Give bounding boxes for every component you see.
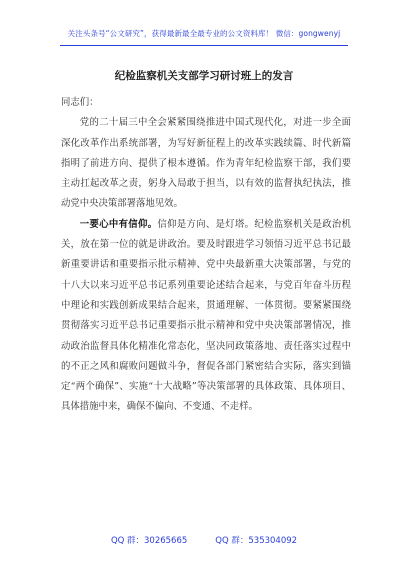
header-banner: 关注头条号“公文研究”，获得最新最全最专业的公文资料库！ 微信：gongwenyj bbox=[67, 29, 341, 38]
greeting: 同志们： bbox=[61, 97, 99, 108]
footer-qq-group-2: QQ 群：535304092 bbox=[215, 536, 298, 546]
paragraph-intro: 党的二十届三中全会紧紧围绕推进中国式现代化，对进一步全面深化改革作出系统部署，为写好新征程上的改革实践续篇、时代新篇指明了前进方向、提供了根本遵循。作为青年纪检监察干部，我们要主动扛起改革之责，躬身入局敢于担当，以有效的监督执纪执法，推动党中央决策部署落地见效。 bbox=[61, 117, 351, 210]
document-title: 纪检监察机关支部学习研讨班上的发言 bbox=[114, 70, 294, 82]
section-heading: 一要心中有信仰。 bbox=[79, 218, 158, 230]
section-body: 信仰是方向、是灯塔。纪检监察机关是政治机关，放在第一位的就是讲政治。要及时跟进学习领悟习近平总书记最新重要讲话和重要指示批示精神、党中央最新重大决策部署，与党的十八大以来习近平总书记系列重要论述结合起来，与党百年奋斗历程中理论和实践创新成果结合起来，贯通理解、一体贯彻。要紧紧围绕贯彻落实习近平总书记重要指示批示精神和党中央决策部署情况，推动政治监督具体化精准化常态化，坚决同政策落地、责任落实过程中的不正之风和腐败问题做斗争，督促各部门紧密结合实际，落实到锚定“两个确保”、实施“十大战略”等决策部署的具体政策、具体项目、具体措施中来，确保不偏向、不变通、不走样。 bbox=[61, 218, 351, 413]
document-body bbox=[61, 93, 351, 418]
footer bbox=[0, 534, 408, 546]
footer-qq-group-1: QQ 群：30265665 bbox=[110, 536, 188, 546]
header-divider bbox=[60, 45, 348, 46]
paragraph-section-1 bbox=[61, 215, 351, 418]
